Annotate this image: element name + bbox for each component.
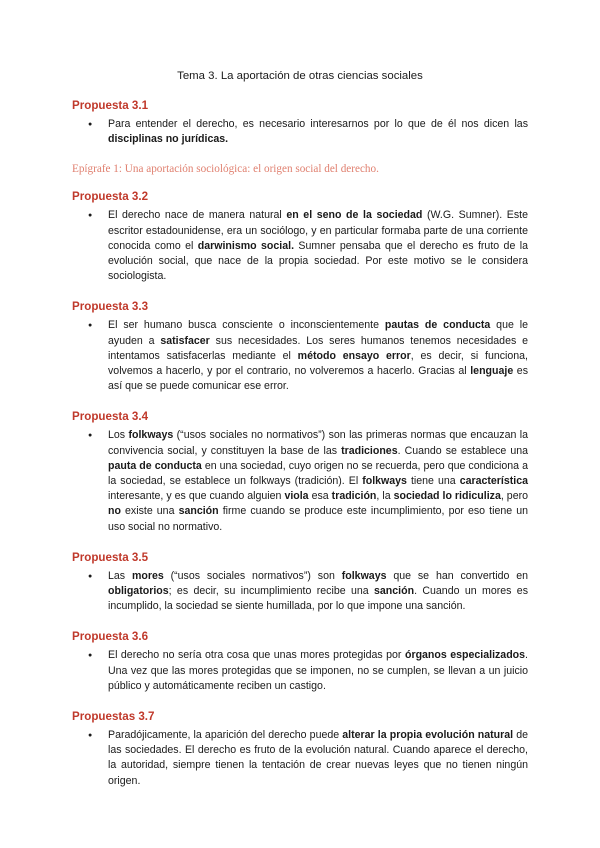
bold-run: folkways [128,429,174,442]
bold-run: no [108,505,121,518]
section-heading: Propuesta 3.5 [72,550,149,564]
section-heading: Propuesta 3.6 [72,630,149,644]
text-run: El derecho no sería otra cosa que unas mores protegidas por [108,649,405,662]
text-run: , la [376,490,394,503]
bold-run: folkways [341,569,387,582]
bullet-list [72,208,528,284]
text-run: firme cuando se produce este incumplimiento, por eso tiene un uso social no normativo. [108,505,528,533]
bold-run: característica [459,475,529,488]
bullet-paragraph [72,208,528,284]
text-run: sus necesidades. Los seres humanos tenemos necesidades e intentamos satisfacerlas mediante el [108,334,528,362]
bullet-list [72,569,528,615]
bullet-list [72,428,528,534]
section-3-6 [72,630,528,694]
bullet-list [72,648,528,694]
bold-run: órganos especializados [404,649,526,662]
bold-run: darwinismo social. [197,239,295,252]
text-run: ; es decir, su incumplimiento recibe una [168,585,375,598]
bold-run: mores [131,569,164,582]
bold-run: lenguaje [470,365,514,378]
bold-run: folkways [362,475,407,488]
bold-run: satisfacer [160,334,210,347]
bullet-list [72,728,528,789]
text-run: El derecho nace de manera natural [108,209,287,222]
text-run: esa [308,490,332,503]
bold-run: disciplinas no jurídicas. [108,133,229,146]
bold-run: sociedad lo ridiculiza [393,490,501,503]
section-3-1 [72,99,528,147]
section-3-2 [72,190,528,284]
bold-run: pauta de conducta [108,459,202,472]
document-title: Tema 3. La aportación de otras ciencias sociales [177,70,423,82]
section-heading: Propuesta 3.2 [72,190,149,204]
text-run: . Una vez que las mores protegidas que se imponen, no se cumplen, se llevan a un juicio público y automáticamente reciben un castigo. [108,649,528,692]
section-3-4 [72,410,528,534]
section-heading: Propuesta 3.4 [72,410,149,424]
text-run: que se han convertido en [386,569,529,582]
bullet-paragraph [72,428,528,534]
text-run: existe una [120,505,179,518]
text-run: Para entender el derecho, es necesario interesarnos por lo que de él nos dicen las [108,118,528,130]
bullet-list [72,117,528,147]
text-run: de las sociedades. El derecho es fruto de la evolución natural. Cuando aparece el derecho, la autoridad, siempre tienen la tentación de crear nuevas leyes que no tienen ningún origen. [108,729,529,787]
bullet-paragraph [72,318,528,394]
text-run: que le ayuden a [108,319,529,347]
text-run: en una sociedad, cuyo origen no se recuerda, pero que condiciona a la sociedad, se establece un folkways (tradición). El [108,459,528,488]
bold-run: obligatorios [108,585,169,598]
section-3-5 [72,551,528,615]
text-run: , es decir, si funciona, volvemos a hacerlo, y por el contrario, no volveremos a hacerlo. Gracias al [108,349,528,378]
bold-run: sanción [374,585,415,598]
text-run: Paradójicamente, la aparición del derecho puede [108,729,343,742]
text-run: (“usos sociales no normativos”) son las primeras normas que encauzan la convivencia social, y constituyen la base de las [108,429,528,457]
bold-run: en el seno de la sociedad [286,209,423,222]
text-run: . Cuando un mores es incumplido, la sociedad se siente humillada, por lo que impone una sanción. [108,585,528,613]
text-run: interesante, y es que cuando alguien [108,490,285,503]
section-3-7 [72,710,528,789]
bold-run: sanción [178,505,219,518]
bold-run: pautas de conducta [384,319,491,332]
section-heading: Propuesta 3.1 [72,99,149,112]
text-run: Sumner pensaba que el derecho es fruto de la evolución social, que nace de la propia sociedad. Por este motivo se le considera sociologista. [108,239,528,283]
section-heading: Propuesta 3.3 [72,300,149,314]
section-3-3 [72,300,528,394]
bullet-list [72,318,528,394]
bold-run: método ensayo error [297,349,411,362]
bold-run: tradiciones [341,444,398,457]
bullet-paragraph [72,728,528,789]
section-heading: Propuestas 3.7 [72,710,155,724]
text-run: . Cuando se establece una [397,444,529,457]
bold-run: tradición [331,490,377,503]
text-run: , pero [500,490,529,503]
bold-run: alterar la propia evolución natural [342,729,514,742]
text-run: es así que se puede comunicar ese error. [108,365,528,393]
bullet-paragraph [72,648,528,694]
text-run: Los [108,429,129,442]
text-run: (W.G. Sumner). Este escritor estadounidense, era un sociólogo, y en particular formaba parte de una corriente conocida como el [108,209,528,252]
text-run: El ser humano busca consciente o inconscientemente [108,319,385,332]
text-run: Las [108,569,132,582]
epigraph-heading: Epígrafe 1: Una aportación sociológica: el origen social del derecho. [72,163,379,176]
bullet-paragraph [72,569,528,615]
text-run: tiene una [406,475,460,488]
bullet-paragraph [72,117,528,147]
text-run: (“usos sociales normativos”) son [163,569,342,582]
bold-run: viola [284,490,309,503]
